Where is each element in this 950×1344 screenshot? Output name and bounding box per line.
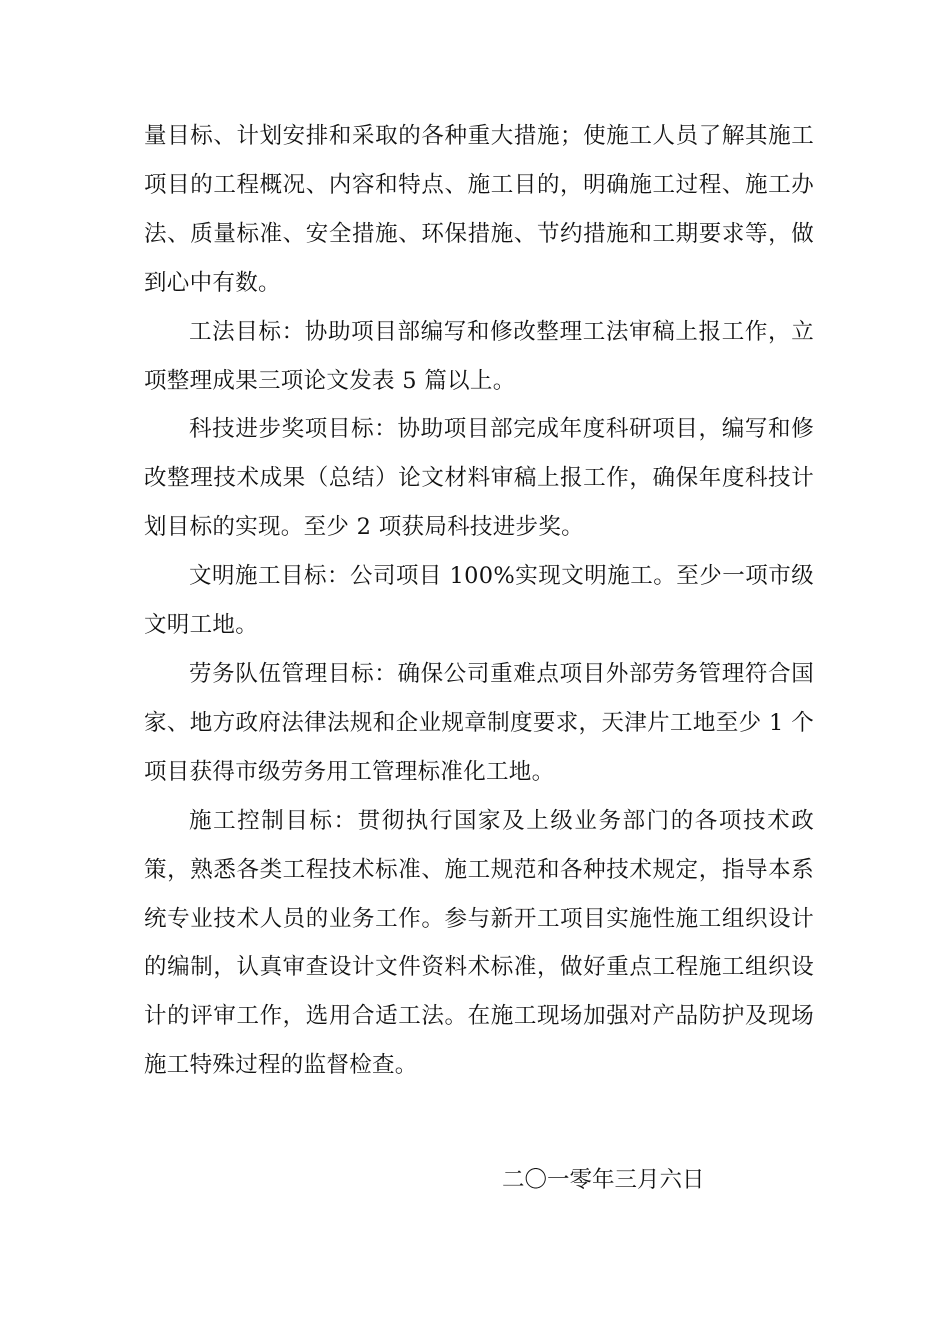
document-body — [144, 112, 814, 1090]
paragraph-civilized-construction-goal: 文明施工目标：公司项目 100%实现文明施工。至少一项市级文明工地。 — [144, 563, 814, 639]
paragraph-continued-measures: 量目标、计划安排和采取的各种重大措施；使施工人员了解其施工项目的工程概况、内容和特点、施工目的，明确施工过程、施工办法、质量标准、安全措施、环保措施、节约措施和工期要求等，做到心中有数。 — [144, 123, 814, 296]
paragraph-construction-method-goal: 工法目标：协助项目部编写和修改整理工法审稿上报工作，立项整理成果三项论文发表 5 篇以上。 — [144, 318, 814, 394]
document-date: 二〇一零年三月六日 — [502, 1167, 705, 1193]
paragraph-construction-control-goal: 施工控制目标：贯彻执行国家及上级业务部门的各项技术政策，熟悉各类工程技术标准、施工规范和各种技术规定，指导本系统专业技术人员的业务工作。参与新开工项目实施性施工组织设计的编制，认真审查设计文件资料术标准，做好重点工程施工组织设计的评审工作，选用合适工法。在施工现场加强对产品防护及现场施工特殊过程的监督检查。 — [144, 807, 814, 1079]
paragraph-tech-progress-award-goal: 科技进步奖项目标：协助项目部完成年度科研项目，编写和修改整理技术成果（总结）论文材料审稿上报工作，确保年度科技计划目标的实现。至少 2 项获局科技进步奖。 — [144, 416, 814, 541]
paragraph-labor-management-goal: 劳务队伍管理目标：确保公司重难点项目外部劳务管理符合国家、地方政府法律法规和企业规章制度要求，天津片工地至少 1 个项目获得市级劳务用工管理标准化工地。 — [144, 660, 814, 785]
